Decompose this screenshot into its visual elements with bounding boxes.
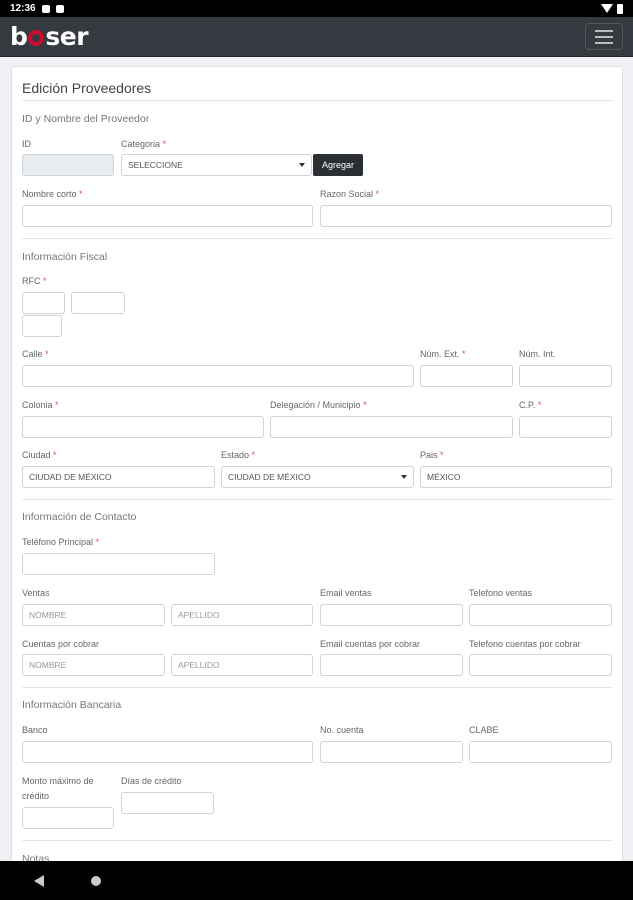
status-bar: [0, 0, 633, 17]
num-int-input[interactable]: [519, 365, 612, 387]
section-fiscal-title: Información Fiscal: [22, 251, 108, 263]
android-nav-bar: [0, 861, 633, 900]
brand-logo[interactable]: b ser: [10, 22, 89, 51]
no-cuenta-label: No. cuenta: [320, 725, 364, 735]
rfc-input-1[interactable]: [22, 292, 65, 314]
clabe-input[interactable]: [469, 741, 612, 763]
sd-card-icon: [56, 5, 64, 13]
cuentas-cobrar-label: Cuentas por cobrar: [22, 639, 100, 649]
pais-input[interactable]: MÉXICO: [420, 466, 612, 488]
chevron-down-icon: [299, 163, 305, 167]
monto-label-line2: crédito: [22, 791, 50, 801]
email-ventas-input[interactable]: [320, 604, 463, 626]
status-time: 12:36: [10, 3, 36, 14]
telefono-ventas-label: Telefono ventas: [469, 588, 533, 598]
nombre-corto-label: Nombre corto: [22, 189, 77, 199]
razon-social-label: Razon Social: [320, 189, 374, 199]
calle-label: Calle: [22, 349, 43, 359]
section-contact-title: Información de Contacto: [22, 511, 137, 523]
delegacion-label: Delegación / Municipio: [270, 400, 361, 410]
chevron-down-icon: [401, 475, 407, 479]
banco-label: Banco: [22, 725, 48, 735]
num-int-label: Núm. Int.: [519, 349, 556, 359]
supplier-form-card: Edición Proveedores ID y Nombre del Proveedor ID Categoria * SELECCIONE Agregar Nombre corto * Razon Social * Información Fiscal RFC * Calle * Núm. Ext. * Núm. Int. Colonia * Delegación / Municipio * C.P. * Ciudad * CIUDAD DE MÉXICO Estado * CIUDAD DE MÉXICO Pais * MÉXICO Información de Contacto Teléfono Principal * Ventas NOMBRE APELLIDO Email ventas Telefono ventas Cuentas por cobrar NOMBRE APELLIDO Email cuentas por cobrar Telefono cuentas por cobrar Información Bancaria Banco No. cuenta CLABE Monto máximo de crédito Días de crédito Notas: [11, 66, 623, 861]
calle-input[interactable]: [22, 365, 414, 387]
rfc-input-3[interactable]: [22, 315, 62, 337]
email-cuentas-label: Email cuentas por cobrar: [320, 639, 421, 649]
agregar-button[interactable]: Agregar: [313, 154, 363, 176]
colonia-input[interactable]: [22, 416, 264, 438]
rfc-label: RFC: [22, 276, 41, 286]
dias-credito-input[interactable]: [121, 792, 214, 814]
no-cuenta-input[interactable]: [320, 741, 463, 763]
page-title: Edición Proveedores: [22, 80, 152, 96]
telefono-cuentas-input[interactable]: [469, 654, 612, 676]
ciudad-label: Ciudad: [22, 450, 51, 460]
razon-social-input[interactable]: [320, 205, 612, 227]
ventas-label: Ventas: [22, 588, 50, 598]
divider: [22, 499, 612, 500]
clabe-label: CLABE: [469, 725, 499, 735]
telefono-ventas-input[interactable]: [469, 604, 612, 626]
categoria-select[interactable]: SELECCIONE: [121, 154, 312, 176]
ventas-apellido-input[interactable]: APELLIDO: [171, 604, 313, 626]
id-label: ID: [22, 139, 31, 149]
cuentas-apellido-input[interactable]: APELLIDO: [171, 654, 313, 676]
divider: [22, 100, 612, 101]
section-notes-title: Notas: [22, 853, 50, 861]
divider: [22, 687, 612, 688]
section-id-title: ID y Nombre del Proveedor: [22, 113, 150, 125]
cp-label: C.P.: [519, 400, 536, 410]
divider: [22, 238, 612, 239]
settings-icon: [42, 5, 50, 13]
categoria-label: Categoria: [121, 139, 161, 149]
rfc-input-2[interactable]: [71, 292, 125, 314]
dias-credito-label: Días de crédito: [121, 776, 182, 786]
email-cuentas-input[interactable]: [320, 654, 463, 676]
telefono-principal-input[interactable]: [22, 553, 215, 575]
app-header: [0, 17, 633, 57]
page-content: [0, 57, 633, 861]
estado-label: Estado: [221, 450, 250, 460]
section-bank-title: Información Bancaria: [22, 699, 122, 711]
ventas-nombre-input[interactable]: NOMBRE: [22, 604, 165, 626]
divider: [22, 840, 612, 841]
id-field: [22, 154, 114, 176]
telefono-principal-label: Teléfono Principal: [22, 537, 94, 547]
num-ext-label: Núm. Ext.: [420, 349, 460, 359]
nombre-corto-input[interactable]: [22, 205, 313, 227]
estado-select[interactable]: CIUDAD DE MÉXICO: [221, 466, 414, 488]
cuentas-nombre-input[interactable]: NOMBRE: [22, 654, 165, 676]
home-icon[interactable]: [91, 876, 101, 886]
ciudad-input[interactable]: CIUDAD DE MÉXICO: [22, 466, 215, 488]
banco-input[interactable]: [22, 741, 313, 763]
num-ext-input[interactable]: [420, 365, 513, 387]
pais-label: Pais: [420, 450, 438, 460]
telefono-cuentas-label: Telefono cuentas por cobrar: [469, 639, 581, 649]
battery-icon: [617, 4, 623, 14]
email-ventas-label: Email ventas: [320, 588, 372, 598]
monto-maximo-input[interactable]: [22, 807, 114, 829]
colonia-label: Colonia: [22, 400, 53, 410]
cp-input[interactable]: [519, 416, 612, 438]
wifi-icon: [601, 4, 613, 13]
logo-ring-icon: [28, 30, 44, 46]
delegacion-input[interactable]: [270, 416, 513, 438]
hamburger-menu-button[interactable]: [585, 23, 623, 50]
back-icon[interactable]: [34, 875, 44, 887]
monto-label-line1: Monto máximo de: [22, 776, 94, 786]
